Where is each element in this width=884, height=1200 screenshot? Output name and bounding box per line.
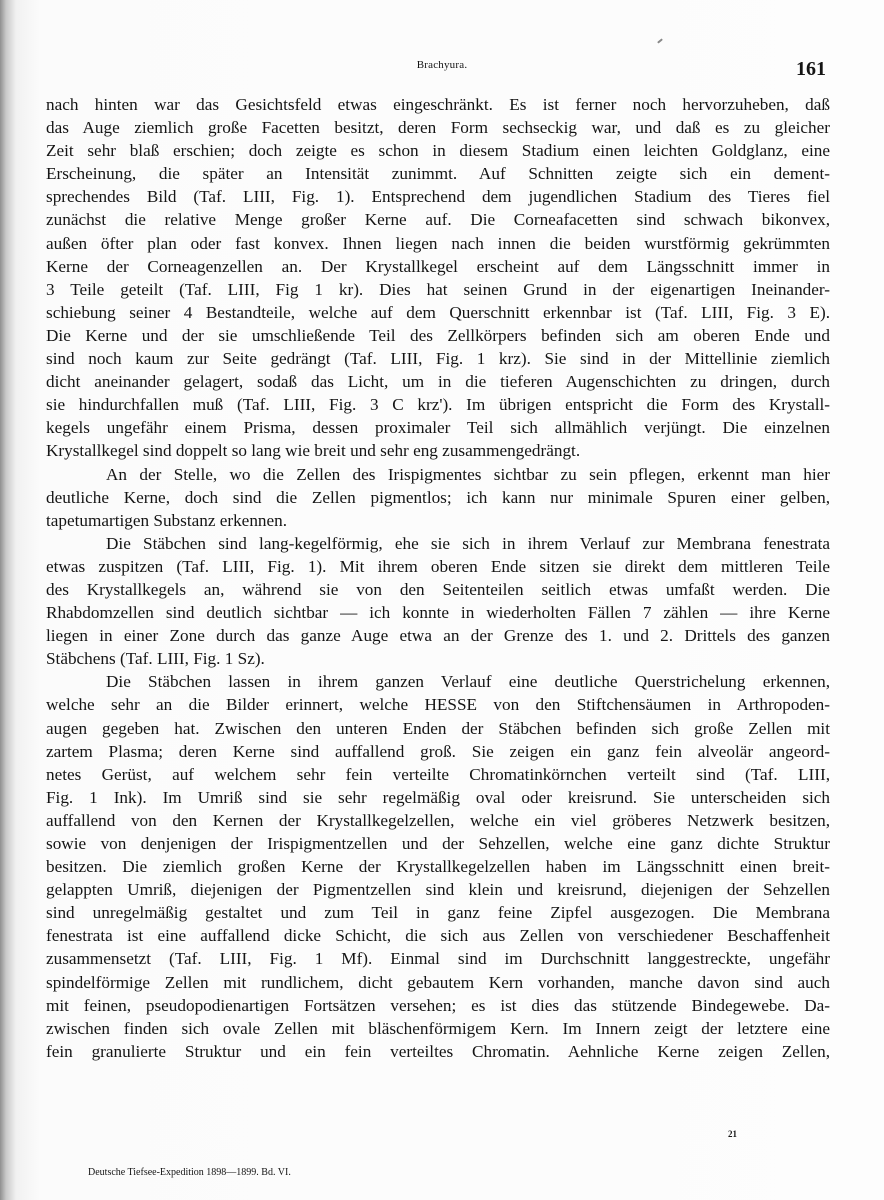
text-line: tapetumartigen Substanz erkennen. — [46, 510, 288, 530]
text-line: spindelförmige Zellen mit rundlichem, dicht gebautem Kern vorhanden, manche davon sind auch — [46, 972, 830, 992]
text-line: gelappten Umriß, diejenigen der Pigmentzellen sind klein und kreisrund, diejenigen der Sehzellen — [46, 880, 830, 900]
text-line: besitzen. Die ziemlich großen Kerne der Krystallkegelzellen haben im Längsschnitt einen breit- — [46, 857, 830, 877]
text-line: schiebung seiner 4 Bestandteile, welche auf dem Querschnitt erkennbar ist (Taf. LIII, Fig. 3 E). — [46, 302, 830, 322]
text-line: mit feinen, pseudopodienartigen Fortsätzen versehen; es ist dies das stützende Bindegewebe. Da- — [46, 995, 830, 1015]
text-line: augen gegeben hat. Zwischen den unteren Enden der Stäbchen befinden sich große Zellen mit — [46, 718, 830, 738]
text-line: dicht aneinander gelagert, sodaß das Licht, um in die tieferen Augenschichten zu dringen, durch — [46, 372, 830, 392]
text-line: Zeit sehr blaß erschien; doch zeigte es schon in diesem Stadium einen leichten Goldglanz, eine — [46, 141, 830, 161]
page-number: 161 — [796, 58, 826, 80]
text-line: netes Gerüst, auf welchem sehr fein verteilte Chromatinkörnchen verteilt sind (Taf. LIII, — [46, 764, 830, 784]
text-line: Erscheinung, die später an Intensität zunimmt. Auf Schnitten zeigte sich ein dement- — [46, 164, 830, 184]
text-line: Stäbchens (Taf. LIII, Fig. 1 Sz). — [46, 649, 265, 669]
text-line: das Auge ziemlich große Facetten besitzt, deren Form sechseckig war, und daß es zu gleicher — [46, 118, 830, 138]
text-line: zwischen finden sich ovale Zellen mit bläschenförmigem Kern. Im Innern zeigt der letztere eine — [46, 1018, 830, 1038]
text-line: sowie von denjenigen der Irispigmentzellen und der Sehzellen, welche eine ganz dichte Struktur — [46, 834, 830, 853]
text-line: kegels ungefähr einem Prisma, dessen proximaler Teil sich allmählich verjüngt. Die einzelnen — [46, 418, 830, 438]
text-line: außen öfter plan oder fast konvex. Ihnen liegen nach innen die beiden wurstförmig gekrümmten — [46, 233, 830, 253]
text-line: sprechendes Bild (Taf. LIII, Fig. 1). Entsprechend dem jugendlichen Stadium des Tieres fiel — [46, 187, 830, 207]
text-line: Die Stäbchen sind lang-kegelförmig, ehe sie sich in ihrem Verlauf zur Membrana fenestrata — [106, 533, 830, 553]
text-line: Die Kerne und der sie umschließende Teil des Zellkörpers befinden sich am oberen Ende und — [46, 325, 830, 345]
text-line: deutliche Kerne, doch sind die Zellen pigmentlos; ich kann nur minimale Spuren einer gelben, — [46, 487, 830, 507]
text-line: Kerne der Corneagenzellen an. Der Krystallkegel erscheint auf dem Längsschnitt immer in — [46, 256, 830, 276]
signature-mark: 21 — [728, 1129, 737, 1139]
text-line: Fig. 1 Ink). Im Umriß sind sie sehr regelmäßig oval oder kreisrund. Sie unterscheiden sich — [46, 787, 830, 807]
text-line: sie hindurchfallen muß (Taf. LIII, Fig. 3 C krz'). Im übrigen entspricht die Form des Krystall- — [46, 395, 830, 415]
text-line: des Krystallkegels an, während sie von den Seitenteilen seitlich etwas umfaßt werden. Die — [46, 579, 830, 599]
text-line: Die Stäbchen lassen in ihrem ganzen Verlauf eine deutliche Querstrichelung erkennen, — [106, 672, 830, 692]
running-head: Brachyura. — [416, 59, 468, 71]
text-line: zunächst die relative Menge großer Kerne auf. Die Corneafacetten sind schwach bikonvex, — [46, 210, 830, 230]
body-text — [46, 93, 830, 1063]
text-line: sind unregelmäßig gestaltet und zum Teil in ganz feine Zipfel ausgezogen. Die Membrana — [46, 903, 830, 923]
text-line: Krystallkegel sind doppelt so lang wie breit und sehr eng zusammengedrängt. — [46, 441, 581, 461]
text-line: liegen in einer Zone durch das ganze Auge etwa an der Grenze des 1. und 2. Drittels des ganzen — [46, 626, 830, 646]
text-line: auffallend von den Kernen der Krystallkegelzellen, welche ein viel gröberes Netzwerk besitzen, — [46, 810, 830, 830]
text-line: etwas zuspitzen (Taf. LIII, Fig. 1). Mit ihrem oberen Ende sitzen sie direkt dem mittleren Teile — [46, 556, 830, 576]
ink-mark — [657, 38, 663, 43]
text-line: nach hinten war das Gesichtsfeld etwas eingeschränkt. Es ist ferner noch hervorzuheben, daß — [46, 95, 830, 114]
text-line: Rhabdomzellen sind deutlich sichtbar — ich konnte in wiederholten Fällen 7 zählen — ihre Kerne — [46, 603, 830, 623]
text-line: 3 Teile geteilt (Taf. LIII, Fig 1 kr). Dies hat seinen Grund in der eigenartigen Ineinander- — [46, 279, 830, 299]
text-line: zusammensetzt (Taf. LIII, Fig. 1 Mf). Einmal sind im Durchschnitt langgestreckte, ungefähr — [46, 949, 830, 969]
text-line: An der Stelle, wo die Zellen des Irispigmentes sichtbar zu sein pflegen, erkennt man hier — [106, 464, 830, 484]
publication-footer: Deutsche Tiefsee-Expedition 1898—1899. Bd. VI. — [88, 1167, 291, 1178]
text-line: sind noch kaum zur Seite gedrängt (Taf. LIII, Fig. 1 krz). Sie sind in der Mittellinie ziemlich — [46, 349, 830, 369]
text-line: zartem Plasma; deren Kerne sind auffallend groß. Sie zeigen ein ganz fein alveolär angeord- — [46, 741, 830, 761]
text-line: fenestrata ist eine auffallend dicke Schicht, die sich aus Zellen von verschiedener Beschaffenheit — [46, 926, 830, 946]
text-line: fein granulierte Struktur und ein fein verteiltes Chromatin. Aehnliche Kerne zeigen Zellen, — [46, 1041, 830, 1061]
text-line: welche sehr an die Bilder erinnert, welche HESSE von den Stiftchensäumen in Arthropoden- — [46, 695, 830, 715]
